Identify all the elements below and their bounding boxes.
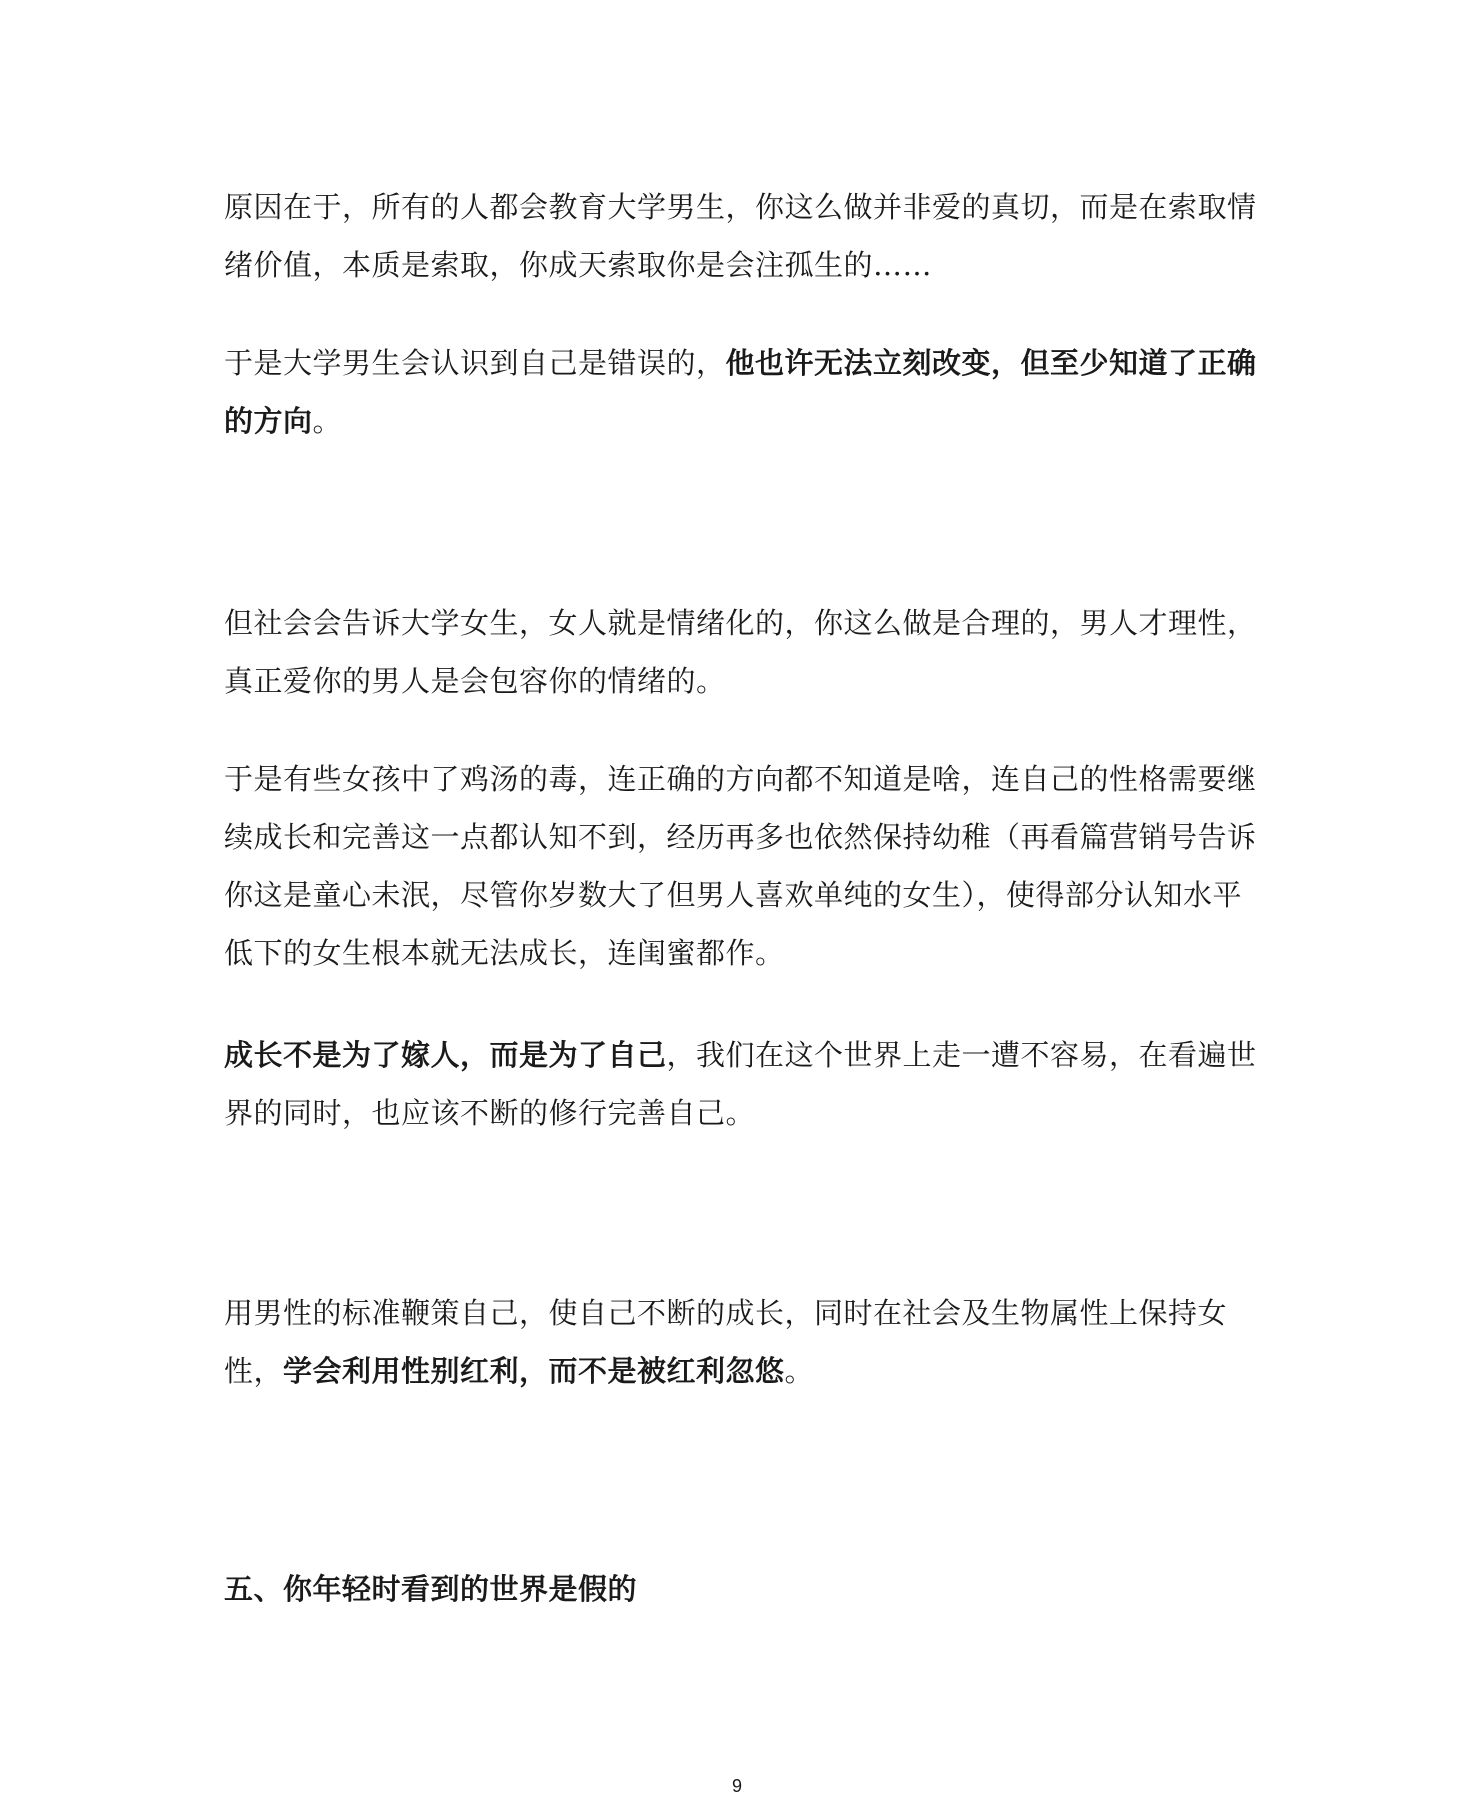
paragraph-1-text: 原因在于，所有的人都会教育大学男生，你这么做并非爱的真切，而是在索取情绪价值，本质是索取，你成天索取你是会注孤生的……: [224, 190, 1257, 282]
paragraph-6-bold: 学会利用性别红利，而不是被红利忽悠: [283, 1354, 785, 1388]
paragraph-5: [224, 1026, 1260, 1142]
paragraph-1: [224, 178, 1260, 294]
paragraph-6-normal: 用男性的标准鞭策自己，使自己不断的成长，同时在社会及生物属性上保持女性，: [224, 1296, 1228, 1388]
page-number: 9: [731, 1776, 742, 1796]
paragraph-4-text: 于是有些女孩中了鸡汤的毒，连正确的方向都不知道是啥，连自己的性格需要继续成长和完善这一点都认知不到，经历再多也依然保持幼稚（再看篇营销号告诉你这是童心未泯，尽管你岁数大了但男人喜欢单纯的女生），使得部分认知水平低下的女生根本就无法成长，连闺蜜都作。: [224, 762, 1257, 970]
paragraph-2-end: 。: [312, 404, 343, 438]
paragraph-2-normal: 于是大学男生会认识到自己是错误的，: [224, 346, 726, 380]
paragraph-4: [224, 750, 1260, 982]
paragraph-6-end: 。: [784, 1354, 815, 1388]
paragraph-6: [224, 1284, 1260, 1400]
paragraph-3: [224, 594, 1260, 710]
paragraph-2: [224, 334, 1260, 450]
paragraph-5-normal: ，我们在这个世界上走一遭不容易，在看遍世界的同时，也应该不断的修行完善自己。: [224, 1038, 1257, 1130]
paragraph-2-bold: 他也许无法立刻改变，但至少知道了正确的方向: [224, 346, 1257, 438]
paragraph-5-bold: 成长不是为了嫁人，而是为了自己: [224, 1038, 667, 1072]
section-heading: 五、你年轻时看到的世界是假的: [224, 1572, 638, 1606]
paragraph-3-text: 但社会会告诉大学女生，女人就是情绪化的，你这么做是合理的，男人才理性，真正爱你的男人是会包容你的情绪的。: [224, 606, 1257, 698]
